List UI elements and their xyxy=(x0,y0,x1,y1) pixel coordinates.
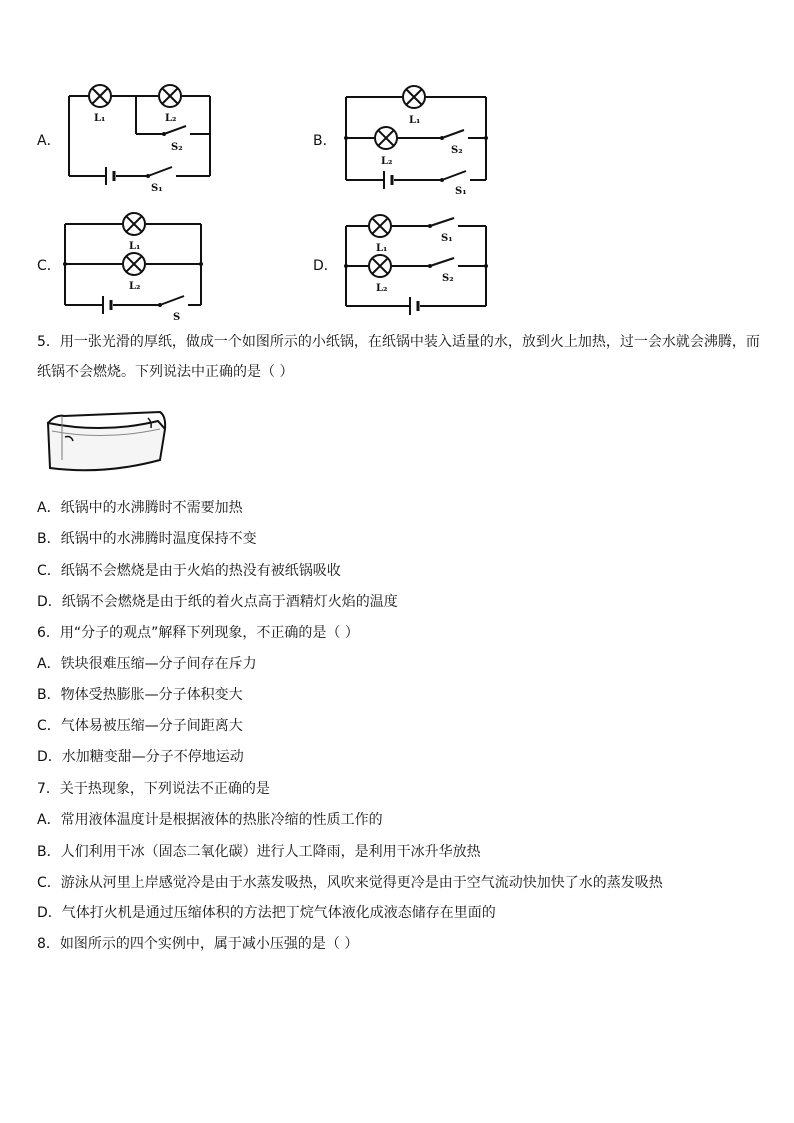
label-l1: L₁ xyxy=(94,113,106,124)
q5-stem-line1: 5．用一张光滑的厚纸，做成一个如图所示的小纸锅，在纸锅中装入适量的水，放到火上加热，过一会水就会沸腾，而 xyxy=(37,334,760,350)
q5-stem-line2: 纸锅不会燃烧。下列说法中正确的是（ ） xyxy=(37,364,294,380)
label-s: S xyxy=(173,312,181,323)
q6-option-c: C．气体易被压缩—分子间距离大 xyxy=(37,718,243,734)
q7-option-c: C．游泳从河里上岸感觉冷是由于水蒸发吸热，风吹来觉得更冷是由于空气流动快加快了水的蒸发吸热 xyxy=(37,875,663,891)
label-l1: L₁ xyxy=(376,243,388,254)
label-l2: L₂ xyxy=(381,156,393,167)
q5-option-c: C．纸锅不会燃烧是由于火焰的热没有被纸锅吸收 xyxy=(37,563,341,579)
q5-option-b: B．纸锅中的水沸腾时温度保持不变 xyxy=(37,531,257,547)
label-s1: S₁ xyxy=(455,186,467,197)
option-d-letter: D． xyxy=(313,258,338,274)
q7-option-d: D．气体打火机是通过压缩体积的方法把丁烷气体液化成液态储存在里面的 xyxy=(37,905,496,921)
label-l1: L₁ xyxy=(409,115,421,126)
option-a-letter: A． xyxy=(37,133,61,149)
label-l2: L₂ xyxy=(376,283,388,294)
option-c-letter: C． xyxy=(37,258,61,274)
label-l2: L₂ xyxy=(129,281,141,292)
label-s1: S₁ xyxy=(151,183,163,194)
q8-stem: 8．如图所示的四个实例中，属于减小压强的是（ ） xyxy=(37,936,359,952)
label-l1: L₁ xyxy=(129,241,141,252)
q5-option-a: A．纸锅中的水沸腾时不需要加热 xyxy=(37,500,243,516)
q6-option-d: D．水加糖变甜—分子不停地运动 xyxy=(37,749,244,765)
q5-option-d: D．纸锅不会燃烧是由于纸的着火点高于酒精灯火焰的温度 xyxy=(37,594,398,610)
q6-stem: 6．用“分子的观点”解释下列现象，不正确的是（ ） xyxy=(37,625,359,641)
label-s2: S₂ xyxy=(442,273,454,284)
q7-stem: 7．关于热现象，下列说法不正确的是 xyxy=(37,781,270,797)
option-b-letter: B． xyxy=(313,133,337,149)
label-l2: L₂ xyxy=(165,113,177,124)
label-s1: S₁ xyxy=(441,233,453,244)
q7-option-a: A．常用液体温度计是根据液体的热胀冷缩的性质工作的 xyxy=(37,812,383,828)
q7-option-b: B．人们利用干冰（固态二氧化碳）进行人工降雨，是利用干冰升华放热 xyxy=(37,844,481,860)
q6-option-b: B．物体受热膨胀—分子体积变大 xyxy=(37,687,243,703)
label-s2: S₂ xyxy=(451,145,463,156)
label-s2: S₂ xyxy=(171,142,183,153)
q6-option-a: A．铁块很难压缩—分子间存在斥力 xyxy=(37,656,257,672)
